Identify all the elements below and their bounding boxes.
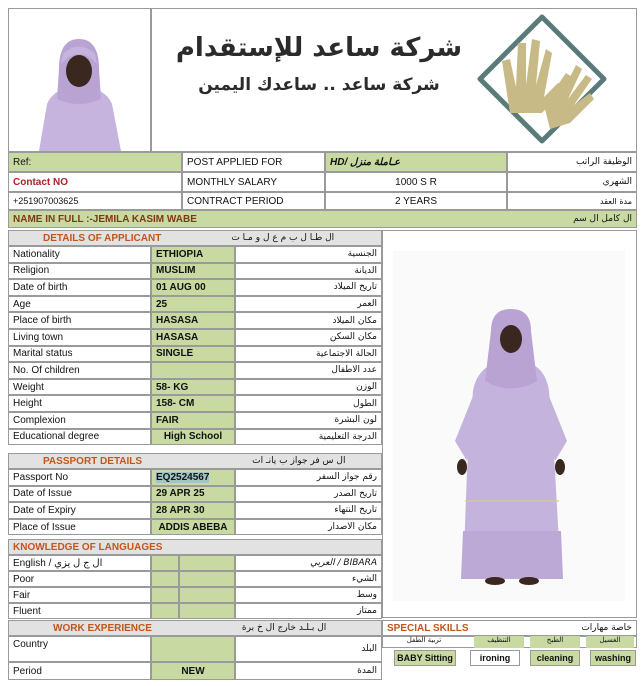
detail-value: High School <box>151 429 235 446</box>
contract-ar: مدة العقد <box>507 192 637 210</box>
language-level-ar: ممتاز <box>235 603 382 619</box>
details-title: DETAILS OF APPLICANT <box>43 232 162 244</box>
skills-title: SPECIAL SKILLS <box>387 622 469 634</box>
skill-label-ar: الطبخ <box>530 636 580 648</box>
detail-value <box>151 362 235 379</box>
detail-value: 58- KG <box>151 379 235 396</box>
detail-ar: الديانة <box>235 263 382 280</box>
post-label: POST APPLIED FOR <box>182 152 325 172</box>
english-col-b <box>179 555 235 571</box>
detail-value: HASASA <box>151 312 235 329</box>
detail-label: Age <box>8 296 151 313</box>
detail-label: Religion <box>8 263 151 280</box>
detail-ar: الحالة الاجتماعية <box>235 346 382 363</box>
passport-value <box>151 519 235 536</box>
detail-ar: الطول <box>235 395 382 412</box>
skill-label-ar: الغسيل <box>586 636 634 648</box>
period-ar: المدة <box>235 662 382 680</box>
detail-label: Weight <box>8 379 151 396</box>
applicant-portrait-small <box>9 9 150 151</box>
passport-label: Place of Issue <box>8 519 151 536</box>
detail-ar: الجنسية <box>235 246 382 263</box>
language-col-a <box>151 571 179 587</box>
passport-title: PASSPORT DETAILS <box>43 455 143 467</box>
passport-value-text: 29 APR 25 <box>156 488 205 500</box>
detail-ar: مكان السكن <box>235 329 382 346</box>
contact-label: Contact NO <box>8 172 182 192</box>
phone-number: +251907003625 <box>8 192 182 210</box>
detail-label: No. Of children <box>8 362 151 379</box>
detail-label: Place of birth <box>8 312 151 329</box>
skills-title-ar: خاصة مهارات <box>581 623 632 633</box>
detail-value: 01 AUG 00 <box>151 279 235 296</box>
language-col-a <box>151 603 179 619</box>
skill-label: washing <box>590 650 636 666</box>
detail-ar: تاريخ الميلاد <box>235 279 382 296</box>
period-label: Period <box>8 662 151 680</box>
salary-label: MONTHLY SALARY <box>182 172 325 192</box>
detail-ar: الوزن <box>235 379 382 396</box>
passport-value <box>151 502 235 519</box>
passport-ar: تاريخ النتهاء <box>235 502 382 519</box>
detail-ar: لون البشرة <box>235 412 382 429</box>
post-value: HD/ عـاملة منزل <box>325 152 507 172</box>
passport-ar: رقم جواز السفر <box>235 469 382 486</box>
detail-label: Date of birth <box>8 279 151 296</box>
languages-title: KNOWLEDGE OF LANGUAGES <box>13 541 163 553</box>
detail-value: MUSLIM <box>151 263 235 280</box>
language-level-ar: وسط <box>235 587 382 603</box>
language-col-b <box>179 603 235 619</box>
detail-value: 158- CM <box>151 395 235 412</box>
photo-small-frame <box>8 8 151 152</box>
passport-value-text: 28 APR 30 <box>156 504 205 516</box>
country-value <box>151 636 235 662</box>
language-col-b <box>179 587 235 603</box>
company-name: شركة ساعد للإستقدام <box>175 33 463 63</box>
details-header <box>8 230 382 246</box>
applicant-portrait-full <box>383 231 636 617</box>
detail-ar: الدرجة التعليمية <box>235 429 382 446</box>
language-col-b <box>179 571 235 587</box>
skill-label-ar: تربية الطفل <box>406 636 442 644</box>
passport-value <box>151 486 235 503</box>
language-level-label: Poor <box>8 571 151 587</box>
passport-value-text: ADDIS ABEBA <box>158 521 228 533</box>
work-header <box>8 620 382 636</box>
contract-value: 2 YEARS <box>325 192 507 210</box>
skill-label: BABY Sitting <box>394 650 456 666</box>
skill-label: ironing <box>470 650 520 666</box>
english-label: English / ال ج ل يزي <box>8 555 151 571</box>
detail-label: Nationality <box>8 246 151 263</box>
detail-label: Height <box>8 395 151 412</box>
passport-header <box>8 453 382 469</box>
hands-logo-icon <box>472 13 612 149</box>
contract-label: CONTRACT PERIOD <box>182 192 325 210</box>
full-name-ar: ال كامل ال سم <box>573 214 632 224</box>
detail-ar: عدد الاطفال <box>235 362 382 379</box>
language-level-label: Fluent <box>8 603 151 619</box>
photo-large-frame <box>382 230 637 618</box>
full-name: NAME IN FULL :-JEMILA KASIM WABE <box>13 213 197 225</box>
ref-label: Ref: <box>8 152 182 172</box>
detail-label: Living town <box>8 329 151 346</box>
detail-value: 25 <box>151 296 235 313</box>
detail-ar: العمر <box>235 296 382 313</box>
passport-ar: مكان الاصدار <box>235 519 382 536</box>
details-title-ar: ال طـا ل ب م ع ل و مـا ت <box>231 233 335 243</box>
post-ar: الوظيفة الراتب <box>507 152 637 172</box>
detail-label: Complexion <box>8 412 151 429</box>
passport-label: Passport No <box>8 469 151 486</box>
skill-label-ar: التنظيف <box>474 636 524 648</box>
salary-ar: الشهري <box>507 172 637 192</box>
period-value: NEW <box>151 662 235 680</box>
detail-value: SINGLE <box>151 346 235 363</box>
detail-label: Educational degree <box>8 429 151 446</box>
country-ar: البلد <box>235 636 382 662</box>
passport-label: Date of Expiry <box>8 502 151 519</box>
languages-header <box>8 539 382 555</box>
language-level-label: Fair <box>8 587 151 603</box>
passport-value <box>151 469 235 486</box>
country-label: Country <box>8 636 151 662</box>
skills-header <box>382 620 637 636</box>
passport-ar: تاريخ الصدر <box>235 486 382 503</box>
company-slogan: شركة ساعد .. ساعدك اليمين <box>198 75 440 95</box>
passport-label: Date of Issue <box>8 486 151 503</box>
passport-title-ar: ال س فر جواز ب يانـ ات <box>252 456 346 466</box>
arabic-label: BIBARA / العربي <box>235 555 382 571</box>
language-level-ar: الشيء <box>235 571 382 587</box>
english-col-a <box>151 555 179 571</box>
detail-label: Marital status <box>8 346 151 363</box>
salary-value: 1000 S R <box>325 172 507 192</box>
detail-ar: مكان الميلاد <box>235 312 382 329</box>
detail-value: ETHIOPIA <box>151 246 235 263</box>
detail-value: HASASA <box>151 329 235 346</box>
name-row <box>8 210 637 228</box>
work-title: WORK EXPERIENCE <box>53 622 152 634</box>
company-header <box>151 8 637 152</box>
work-title-ar: ال بـلـد خارج ال خ برة <box>241 623 327 633</box>
skill-label: cleaning <box>530 650 580 666</box>
detail-value: FAIR <box>151 412 235 429</box>
language-col-a <box>151 587 179 603</box>
passport-value-text: EQ2524567 <box>156 471 210 483</box>
